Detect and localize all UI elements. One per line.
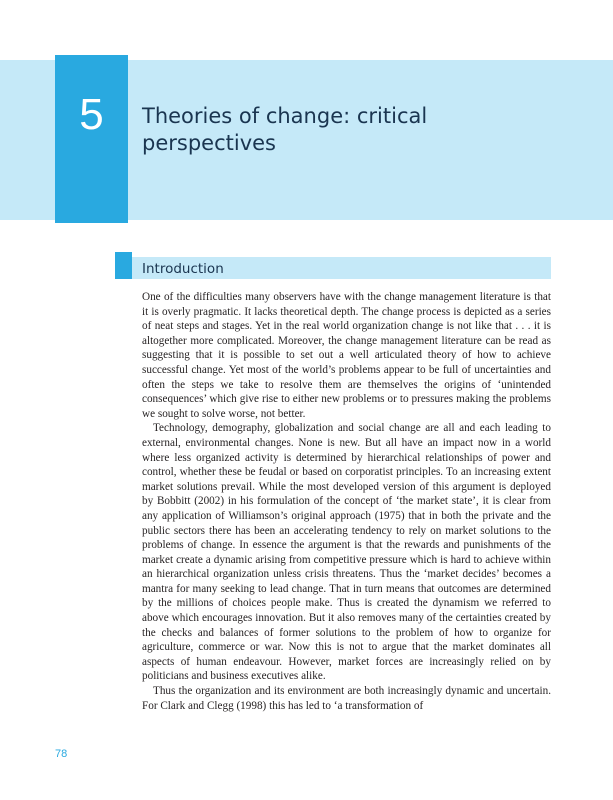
chapter-title: Theories of change: critical perspectives — [142, 104, 428, 155]
chapter-number: 5 — [79, 90, 104, 139]
paragraph-1: One of the difficulties many observers have with the change management literature is that it is overly pragmatic. It lacks theoretical depth. The change process is depicted as a series of neat steps and stages. Yet in the real world organization change is not like that . . . it is altogether more complicated. Moreover, the change management literature can be read as suggesting that it is possible to set out a well articulated theory of how to achieve successful change. Yet most of the world’s problems appear to be full of uncertainties and often the steps we take to resolve them are themselves the origins of ‘unintended consequences’ which give rise to either new problems or to pressures making the problems we sought to solve worse, not better. — [142, 291, 551, 420]
page-number: 78 — [55, 748, 68, 760]
section-heading: Introduction — [142, 261, 224, 277]
paragraph-2: Technology, demography, globalization and social change are all and each leading to external, environmental changes. None is new. But all have an impact now in a world where less organized activity is determined by hierarchical relationships of power and control, whether these be feudal or based on corporatist principles. To an increasing extent market solutions prevail. While the most developed version of this argument is deployed by Bobbitt (2002) in his formulation of the concept of ‘the market state’, it is clear from any application of Williamson’s original approach (1975) that in both the private and the public sectors there has been an accelerating tendency to rely on market solutions to the problems of change. In essence the argument is that the rewards and punishments of the market create a dynamic arising from competitive pressure which is hard to achieve within an hierarchical organization unless crisis threatens. Thus the ‘market decides’ becomes a mantra for many seeking to lead change. That in turn means that outcomes are determined by the millions of choices people make. Thus is created the dynamism we referred to above which encourages innovation. But it also removes many of the certainties created by the checks and balances of former solutions to the problem of how to organize for agriculture, commerce or war. Now this is not to argue that the market dominates all aspects of human endeavour. However, market forces are increasingly relied on by politicians and business executives alike. — [142, 422, 551, 683]
paragraph-3: Thus the organization and its environment are both increasingly dynamic and uncertain. For Clark and Clegg (1998) this has led to ‘a transformation of — [142, 685, 551, 712]
section-heading-accent — [115, 252, 132, 279]
body-text — [142, 290, 551, 713]
